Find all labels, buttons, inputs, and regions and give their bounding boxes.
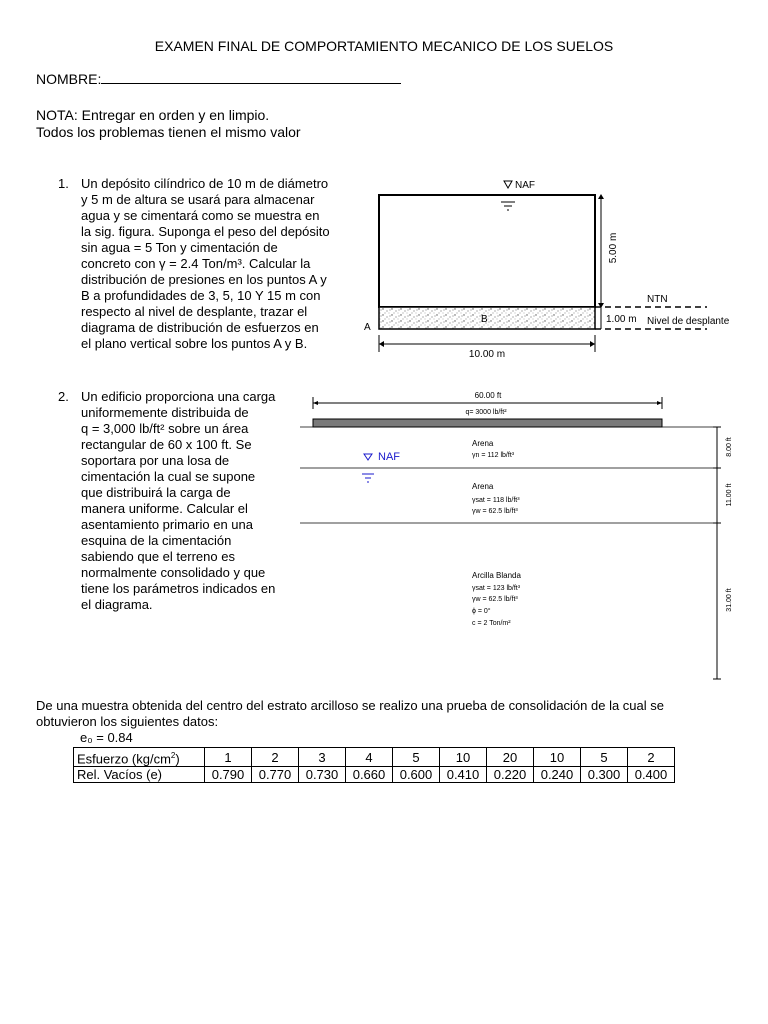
depth-label: 1.00 m — [606, 314, 637, 325]
consolidation-table — [73, 747, 675, 783]
problem-2-line: manera uniforme. Calcular el — [81, 501, 248, 516]
table-cell: 0.600 — [393, 767, 440, 783]
table-cell: 0.400 — [628, 767, 675, 783]
table-cell: 0.410 — [440, 767, 487, 783]
table-cell: 0.730 — [299, 767, 346, 783]
table-cell: 10 — [534, 748, 581, 767]
tank-figure — [355, 170, 755, 365]
table-row — [74, 767, 675, 783]
table-cell: 0.220 — [487, 767, 534, 783]
table-cell: 0.790 — [205, 767, 252, 783]
consolidation-intro-1: De una muestra obtenida del centro del estrato arcilloso se realizo una prueba de consolidación de la cual se — [36, 698, 664, 713]
point-a-label: A — [364, 322, 371, 333]
table-cell: 20 — [487, 748, 534, 767]
problem-1-line: sin agua = 5 Ton y cimentación de — [81, 240, 278, 255]
layer-3-phi: ϕ = 0° — [472, 608, 491, 615]
problem-2-line: soportara por una losa de — [81, 453, 230, 468]
table-cell: 0.660 — [346, 767, 393, 783]
table-cell: 5 — [581, 748, 628, 767]
ntn-label: NTN — [647, 294, 668, 305]
layer-3-gamma-sat: γsat = 123 lb/ft³ — [472, 585, 521, 592]
problem-2-line: q = 3,000 lb/ft² sobre un área — [81, 421, 249, 436]
problem-1-line: Un depósito cilíndrico de 10 m de diámetro — [81, 176, 329, 191]
foundation-slab — [313, 419, 662, 427]
table-cell: 2 — [252, 748, 299, 767]
table-header-cell: Esfuerzo $(kg/cm^2)$ — [74, 748, 205, 767]
problem-1-line: el plano vertical sobre los puntos A y B. — [81, 336, 308, 351]
layer-3-cohesion: c = 2 Ton/m² — [472, 620, 511, 627]
thickness-31ft: 31.00 ft — [726, 588, 733, 612]
problem-2-line: uniformemente distribuida de — [81, 405, 249, 420]
tank-outline — [379, 195, 595, 307]
problem-1-number: 1. — [58, 176, 69, 191]
name-field — [36, 70, 401, 87]
problem-2-line: el diagrama. — [81, 597, 153, 612]
problem-1-line: la sig. figura. Suponga el peso del depósito — [81, 224, 330, 239]
table-cell: 0.300 — [581, 767, 628, 783]
note-line-1: NOTA: Entregar en orden y en limpio. — [36, 107, 270, 123]
table-cell: 4 — [346, 748, 393, 767]
load-label: q= 3000 lb/ft² — [465, 409, 507, 416]
consolidation-intro-2: obtuvieron los siguientes datos: — [36, 714, 219, 729]
problem-2-line: asentamiento primario en una — [81, 517, 253, 532]
problem-2-line: normalmente consolidado y que — [81, 565, 266, 580]
layer-2-gamma-sat: γsat = 118 lb/ft³ — [472, 497, 520, 504]
height-label: 5.00 m — [608, 232, 619, 264]
naf-label: NAF — [378, 451, 400, 463]
initial-void-ratio: e₀ = 0.84 — [80, 730, 133, 745]
problem-2-text — [81, 389, 311, 613]
layer-3-gamma-w: γw = 62.5 lb/ft³ — [472, 596, 518, 603]
nivel-label: Nivel de desplante — [647, 316, 730, 327]
problem-2-line: rectangular de 60 x 100 ft. Se — [81, 437, 252, 452]
problem-1-text — [81, 176, 371, 352]
table-cell: 0.770 — [252, 767, 299, 783]
layer-3-name: Arcilla Blanda — [472, 571, 521, 580]
table-cell: 2 — [628, 748, 675, 767]
exam-title: EXAMEN FINAL DE COMPORTAMIENTO MECANICO DE LOS SUELOS — [154, 38, 614, 54]
water-level-icon — [364, 454, 372, 460]
table-cell: 5 — [393, 748, 440, 767]
layer-1-gamma: γn = 112 lb/ft³ — [472, 452, 515, 459]
problem-1-line: agua y se cimentará como se muestra en — [81, 208, 320, 223]
problem-1-line: distribución de presiones en los puntos A y — [81, 272, 327, 287]
problem-1-line: y 5 m de altura se usará para almacenar — [81, 192, 315, 207]
table-cell: 10 — [440, 748, 487, 767]
problem-2-number: 2. — [58, 389, 69, 404]
name-blank-line — [101, 70, 401, 84]
problem-2-line: esquina de la cimentación — [81, 533, 232, 548]
layer-1-name: Arena — [472, 439, 494, 448]
problem-2-line: sabiendo que el terreno es — [81, 549, 235, 564]
layer-2-gamma-w: γw = 62.5 lb/ft³ — [472, 508, 518, 515]
problem-1-line: concreto con γ = 2.4 Ton/m³. Calcular la — [81, 256, 311, 271]
problem-1-line: diagrama de distribución de esfuerzos en — [81, 320, 319, 335]
table-row — [74, 748, 675, 767]
width-label: 10.00 m — [468, 349, 506, 360]
layer-2-name: Arena — [472, 482, 494, 491]
width-60ft-label: 60.00 ft — [474, 391, 502, 400]
table-cell: 3 — [299, 748, 346, 767]
thickness-8ft: 8.00 ft — [726, 437, 733, 457]
problem-2-line: tiene los parámetros indicados en — [81, 581, 276, 596]
table-cell: 0.240 — [534, 767, 581, 783]
thickness-11ft: 11.00 ft — [726, 483, 733, 507]
name-label: NOMBRE: — [36, 71, 102, 87]
problem-1-line: B a profundidades de 3, 5, 10 Y 15 m con — [81, 288, 321, 303]
naf-label: NAF — [515, 180, 535, 191]
problem-1-line: respecto al nivel de desplante, trazar el — [81, 304, 308, 319]
problem-2-line: que distribuirá la carga de — [81, 485, 231, 500]
water-level-icon — [504, 181, 512, 188]
problem-2-line: Un edificio proporciona una carga — [81, 389, 276, 404]
table-header-cell: Rel. Vacíos (e) — [74, 767, 205, 783]
soil-profile-figure — [300, 385, 745, 685]
note-line-2: Todos los problemas tienen el mismo valor — [36, 124, 301, 140]
problem-2-line: cimentación la cual se supone — [81, 469, 256, 484]
point-b-label: B — [481, 314, 488, 325]
table-cell: 1 — [205, 748, 252, 767]
